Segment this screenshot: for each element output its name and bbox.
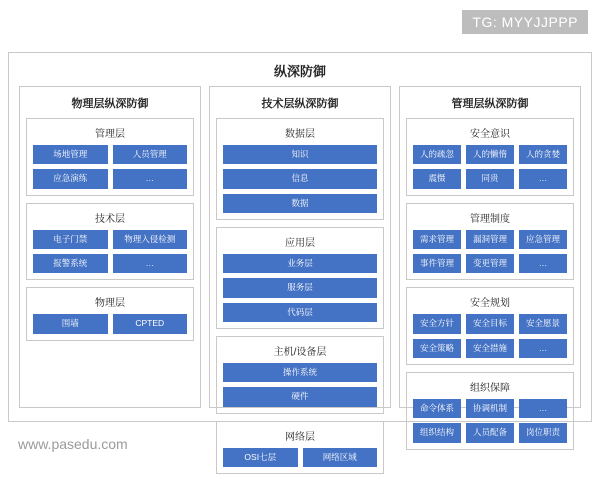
group-management-system [406,203,574,281]
group-row [223,169,377,188]
diagram-cell: 安全愿景 [519,314,567,333]
diagram-cell: 代码层 [223,303,377,322]
group-title: 管理制度 [470,213,510,225]
group-title: 物理层 [95,298,125,310]
diagram-cell: 同贵 [466,169,514,188]
group-row [33,169,187,188]
diagram-cell: 安全措施 [466,339,514,358]
group-title: 安全意识 [470,129,510,140]
column-title: 物理层纵深防御 [71,98,149,110]
diagram-cell: 人的贪婪 [519,145,567,164]
diagram-cell: … [113,169,188,188]
diagram-cell: … [113,254,188,273]
diagram-cell: 网络区域 [303,448,378,467]
column-title: 技术层纵深防御 [261,98,339,110]
group-row [223,303,377,322]
group-security-awareness [406,118,574,196]
diagram-cell: 事件管理 [413,254,461,273]
group-row [223,145,377,164]
group-application-layer [216,227,384,329]
group-row [33,254,187,273]
diagram-cell: 数据 [223,194,377,213]
column-technical [209,86,391,462]
group-row [413,314,567,333]
group-title: 主机/设备层 [273,347,327,359]
group-title: 数据层 [285,129,315,140]
column-management [399,86,581,438]
diagram-cell: … [519,399,567,418]
diagram-cell: 协调机制 [466,399,514,418]
diagram-cell: OSI七层 [223,448,298,467]
diagram-cell: 围墙 [33,314,108,333]
site-watermark: www.pasedu.com [18,436,128,452]
diagram-cell: 岗位职责 [519,423,567,442]
diagram-cell: 操作系统 [223,363,377,382]
group-physical [26,287,194,340]
group-row [223,363,377,382]
diagram-cell: … [519,254,567,273]
diagram-cell: 物理入侵检测 [113,230,188,249]
group-host-device-layer [216,336,384,414]
group-row [413,145,567,164]
diagram-cell: … [519,169,567,188]
group-title: 管理层 [95,129,125,140]
group-row [223,387,377,406]
group-network-layer [216,421,384,474]
diagram-cell: 人的疏忽 [413,145,461,164]
telegram-watermark: TG: MYYJJPPP [462,10,588,34]
group-organizational-guarantee [406,372,574,450]
group-row [223,448,377,467]
group-title: 技术层 [95,213,125,225]
diagram-cell: 电子门禁 [33,230,108,249]
diagram-cell: 漏洞管理 [466,230,514,249]
column-physical [19,86,201,408]
diagram-cell: 安全目标 [466,314,514,333]
diagram-cell: … [519,339,567,358]
group-management [26,118,194,196]
group-data-layer [216,118,384,220]
group-row [223,254,377,273]
group-title: 应用层 [285,238,315,250]
diagram-cell: 硬件 [223,387,377,406]
group-row [413,230,567,249]
group-row [413,254,567,273]
diagram-cell: 变更管理 [466,254,514,273]
group-security-planning [406,287,574,365]
diagram-cell: 命令体系 [413,399,461,418]
group-technical [26,203,194,281]
diagram-cell: 知识 [223,145,377,164]
diagram-cell: 安全方针 [413,314,461,333]
group-row [413,169,567,188]
diagram-cell: CPTED [113,314,188,333]
diagram-cell: 人的懒惰 [466,145,514,164]
diagram-cell: 需求管理 [413,230,461,249]
diagram-cell: 震慑 [413,169,461,188]
group-row [223,194,377,213]
diagram-cell: 安全策略 [413,339,461,358]
column-title: 管理层纵深防御 [451,98,529,110]
diagram-cell: 组织结构 [413,423,461,442]
diagram-cell: 应急演练 [33,169,108,188]
diagram-cell: 服务层 [223,278,377,297]
group-row [223,278,377,297]
group-title: 网络层 [285,431,315,443]
group-row [33,230,187,249]
diagram-title: 纵深防御 [273,64,326,79]
diagram-cell: 人员配备 [466,423,514,442]
group-row [413,339,567,358]
group-row [413,399,567,418]
group-row [33,314,187,333]
diagram-cell: 报警系统 [33,254,108,273]
diagram-cell: 信息 [223,169,377,188]
diagram-cell: 业务层 [223,254,377,273]
diagram-cell: 场地管理 [33,145,108,164]
diagram-cell: 人员管理 [113,145,188,164]
group-row [413,423,567,442]
diagram-cell: 应急管理 [519,230,567,249]
group-row [33,145,187,164]
group-title: 组织保障 [470,383,510,395]
group-title: 安全规划 [470,298,510,310]
